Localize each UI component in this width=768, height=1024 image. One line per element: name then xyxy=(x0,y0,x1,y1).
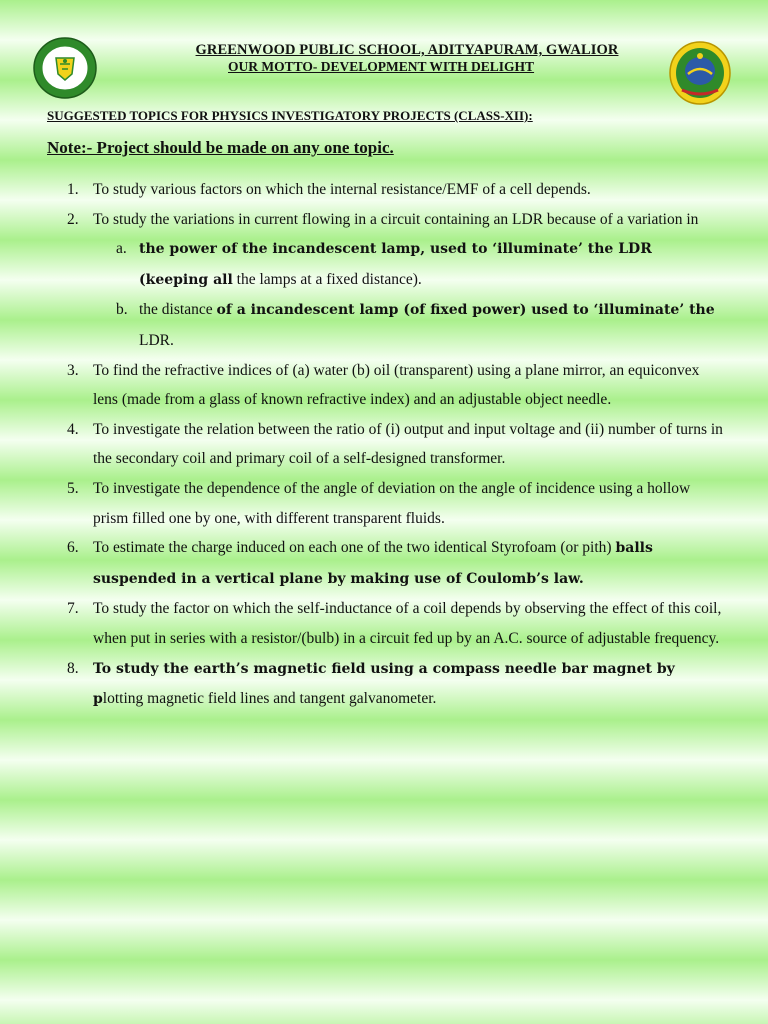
item-number: 7. xyxy=(67,600,79,618)
document-subtitle: SUGGESTED TOPICS FOR PHYSICS INVESTIGATORY PROJECTS (CLASS-XII): xyxy=(47,108,533,123)
school-motto: OUR MOTTO- DEVELOPMENT WITH DELIGHT xyxy=(228,59,535,74)
item-number: 1. xyxy=(67,181,79,198)
item-number: 4. xyxy=(67,420,79,438)
item-number: a. xyxy=(116,240,127,258)
item-text: To study the factor on which the self-inductance of a coil depends by observing the effect of this coil, when put in series with a resistor/(bulb) in a circuit fed up by an A.C. source of adjustable frequency. xyxy=(93,600,722,647)
item-text: To study various factors on which the internal resistance/EMF of a cell depends. xyxy=(93,181,591,198)
item-bold-text: the power of the incandescent lamp, used to ‘illuminate’ the LDR (keeping all xyxy=(139,241,652,288)
list-item xyxy=(0,415,768,474)
sub-list-item xyxy=(0,234,768,295)
topic-list xyxy=(0,175,768,715)
item-text: the distance xyxy=(139,301,217,319)
list-item xyxy=(0,533,768,594)
sub-list-item xyxy=(0,295,768,355)
item-text: lotting xyxy=(102,690,144,708)
item-bold-text: balls suspended in a vertical plane by making use of Coulomb’s law. xyxy=(93,540,653,587)
item-text-continued: LDR. xyxy=(139,331,174,349)
item-text: To estimate the charge induced on each one of the two identical Styrofoam (or pith) xyxy=(93,539,612,557)
item-text: To investigate the dependence of the angle of deviation on the angle of incidence using a hollow prism filled one by one, with different transparent fluids. xyxy=(93,479,691,527)
school-name: GREENWOOD PUBLIC SCHOOL, ADITYAPURAM, GWALIOR xyxy=(195,42,619,58)
list-item xyxy=(0,356,768,415)
list-item xyxy=(0,654,768,715)
item-number: 8. xyxy=(67,659,79,677)
item-text: To find the refractive indices of (a) water (b) oil (transparent) using a plane mirror, an equiconvex lens (made from a glass of known refractive index) and an adjustable object needle. xyxy=(93,361,700,409)
list-item xyxy=(0,594,768,653)
item-text: To investigate the relation between the ratio of (i) output and input voltage and (ii) number of turns in the secondary coil and primary coil of a self-designed transformer. xyxy=(93,420,723,468)
item-number: 5. xyxy=(67,479,79,497)
item-number: 3. xyxy=(67,361,79,379)
list-item xyxy=(0,474,768,533)
list-item xyxy=(0,205,768,235)
item-text-continued: magnetic field lines and tangent galvanometer. xyxy=(147,690,437,708)
item-bold-text: of a incandescent lamp (of fixed power) used to ‘illuminate’ the xyxy=(216,302,715,319)
item-bold-text: To study the earth’s magnetic field using a compass needle bar magnet by p xyxy=(93,660,675,708)
item-number: 2. xyxy=(67,210,79,228)
item-number: b. xyxy=(116,301,128,319)
item-text: the lamps at a fixed distance). xyxy=(236,270,422,288)
item-number: 6. xyxy=(67,539,79,557)
list-item xyxy=(0,175,768,205)
item-text: To study the variations in current flowing in a circuit containing an LDR because of a variation in xyxy=(93,210,699,228)
note: Note:- Project should be made on any one topic. xyxy=(47,138,394,157)
